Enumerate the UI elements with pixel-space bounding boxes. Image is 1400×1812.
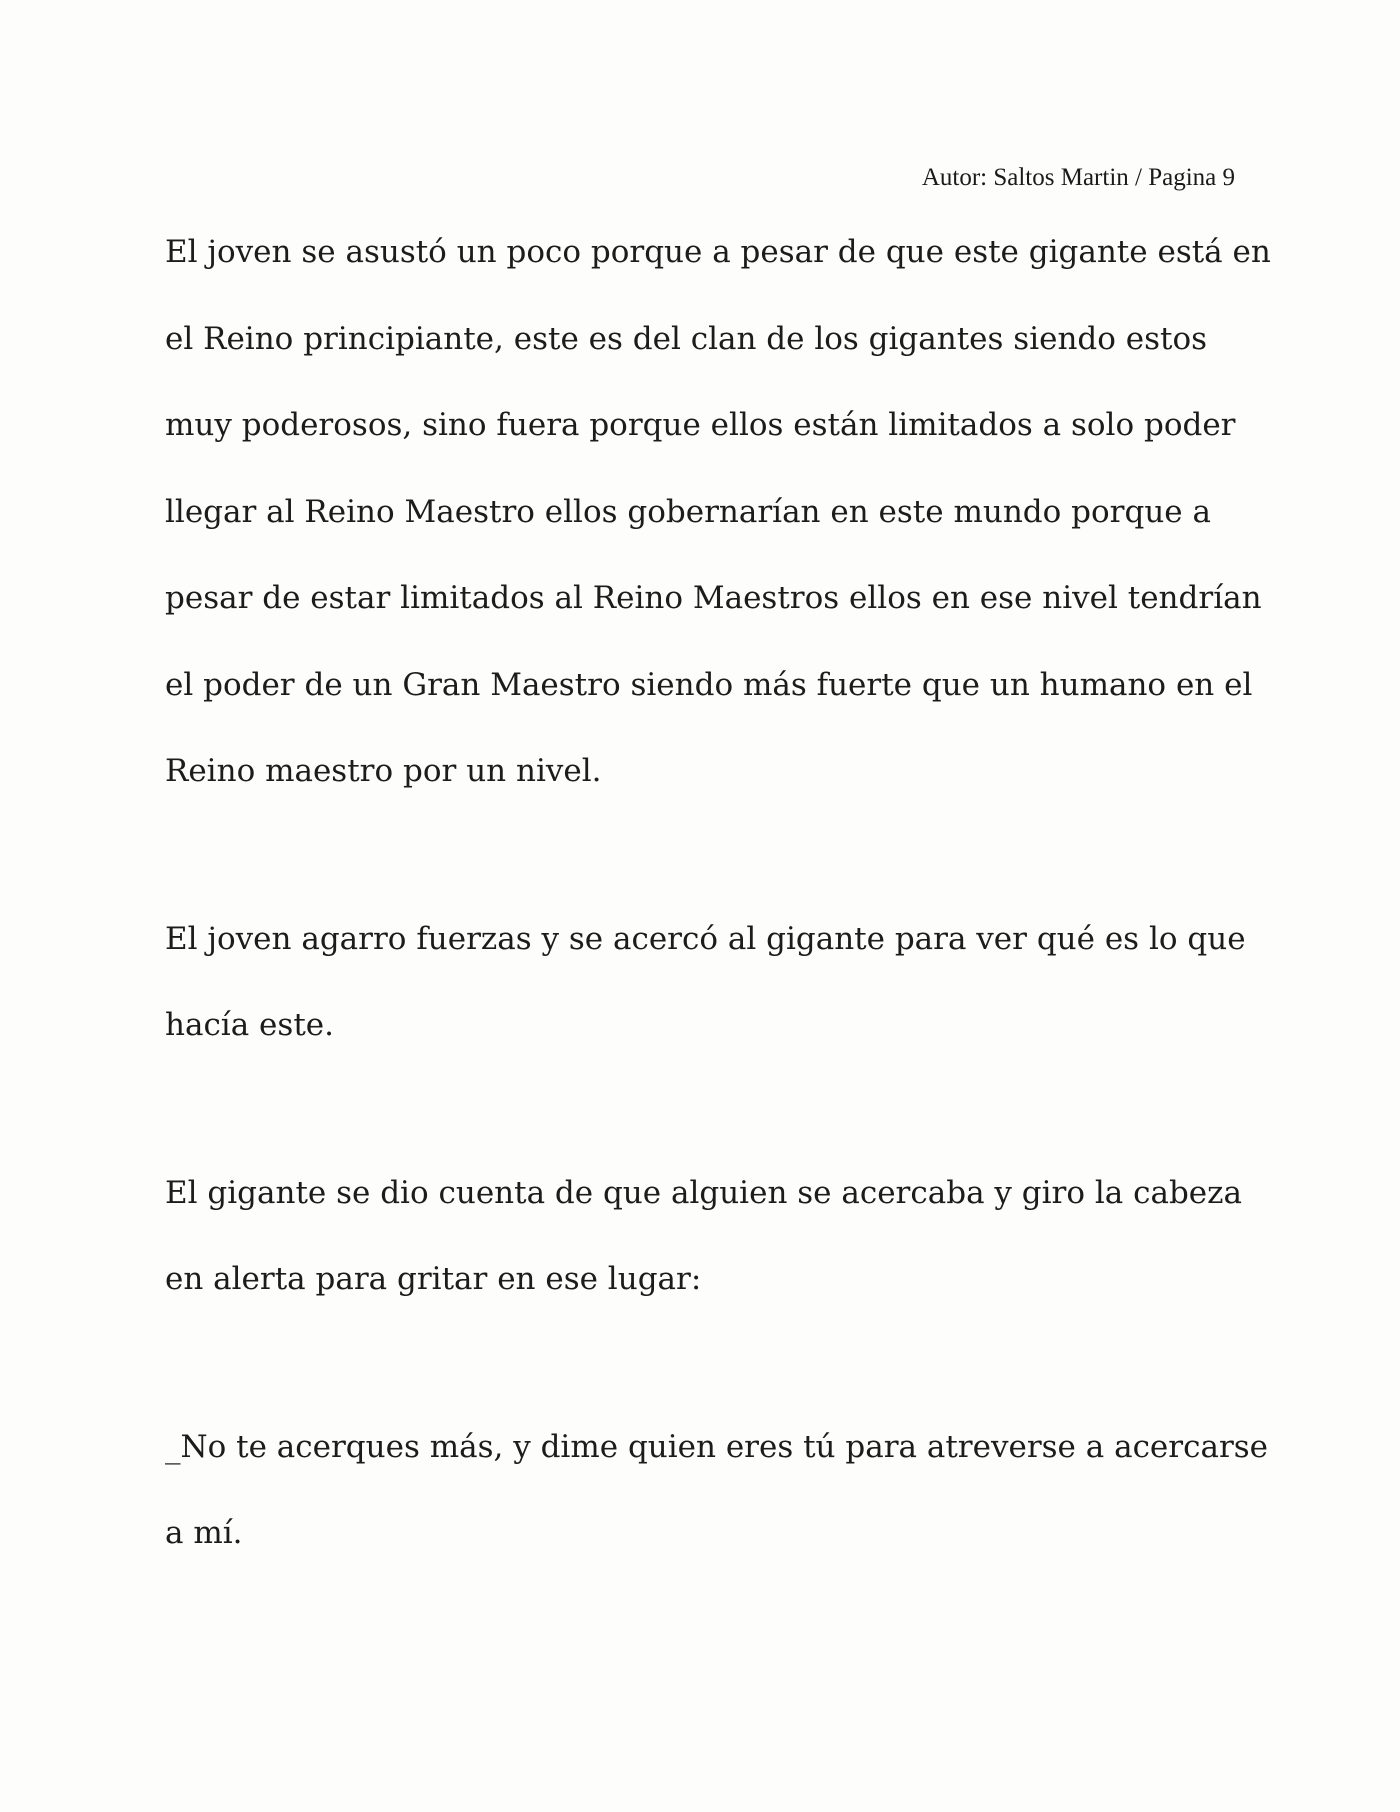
paragraph-spacer (165, 1336, 1245, 1417)
text-line: en alerta para gritar en ese lugar: (165, 1261, 702, 1297)
text-line: El joven agarro fuerzas y se acercó al gigante para ver qué es lo que (165, 920, 1246, 957)
text-line: hacía este. (165, 1007, 334, 1043)
paragraph-spacer (165, 828, 1245, 909)
text-line: llegar al Reino Maestro ellos gobernarían en este mundo porque a (165, 493, 1211, 530)
text-line: pesar de estar limitados al Reino Maestros ellos en ese nivel tendrían (165, 580, 1262, 616)
paragraph-2 (165, 909, 1245, 1082)
text-line: El gigante se dio cuenta de que alguien se acercaba y giro la cabeza (165, 1174, 1242, 1211)
document-body (165, 222, 1271, 1590)
paragraph-4 (165, 1417, 1269, 1590)
text-line: el Reino principiante, este es del clan de los gigantes siendo estos (165, 320, 1208, 357)
paragraph-3 (165, 1163, 1245, 1336)
page-header: Autor: Saltos Martin / Pagina 9 (921, 164, 1235, 191)
paragraph-1 (165, 222, 1271, 828)
text-line: El joven se asustó un poco porque a pesar de que este gigante está en (165, 234, 1271, 270)
text-line: muy poderosos, sino fuera porque ellos están limitados a solo poder (165, 407, 1236, 443)
text-line: Reino maestro por un nivel. (165, 753, 602, 789)
text-line: a mí. (165, 1515, 243, 1551)
paragraph-spacer (165, 1082, 1245, 1163)
text-line: el poder de un Gran Maestro siendo más fuerte que un humano en el (165, 666, 1253, 703)
text-line: _No te acerques más, y dime quien eres tú para atreverse a acercarse (165, 1428, 1269, 1465)
